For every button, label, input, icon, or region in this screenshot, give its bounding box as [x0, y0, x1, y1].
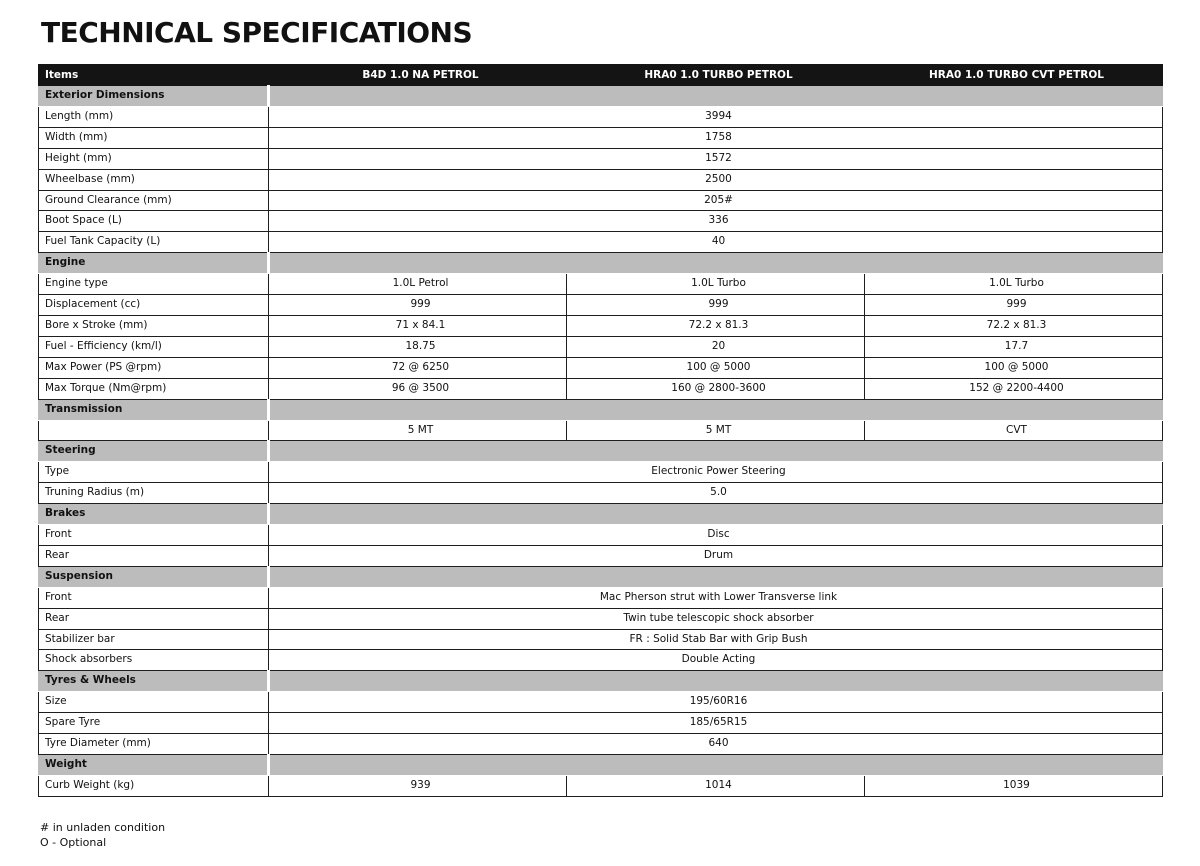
cell-value: 18.75: [269, 336, 567, 357]
section-title: Exterior Dimensions: [39, 86, 269, 107]
table-row: [39, 169, 1163, 190]
table-row: [39, 148, 1163, 169]
row-label: Spare Tyre: [39, 713, 269, 734]
section-title: Weight: [39, 755, 269, 776]
row-value: Mac Pherson strut with Lower Transverse link: [269, 587, 1163, 608]
row-value: 195/60R16: [269, 692, 1163, 713]
cell-value: 96 @ 3500: [269, 378, 567, 399]
footnotes: [40, 820, 165, 850]
row-value: 40: [269, 232, 1163, 253]
row-label: Shock absorbers: [39, 650, 269, 671]
cell-value: 152 @ 2200-4400: [865, 378, 1163, 399]
table-row: [39, 232, 1163, 253]
footnote-optional: O - Optional: [40, 836, 107, 849]
section-row: [39, 253, 1163, 274]
section-row: [39, 86, 1163, 107]
section-row: [39, 566, 1163, 587]
section-title: Transmission: [39, 399, 269, 420]
table-row: [39, 483, 1163, 504]
table-header-row: [39, 65, 1163, 86]
cell-value: CVT: [865, 420, 1163, 441]
row-label: Height (mm): [39, 148, 269, 169]
section-title: Brakes: [39, 504, 269, 525]
cell-value: 20: [567, 336, 865, 357]
table-row: [39, 462, 1163, 483]
table-row: [39, 692, 1163, 713]
row-label: Length (mm): [39, 106, 269, 127]
table-row: [39, 295, 1163, 316]
table-row: [39, 378, 1163, 399]
table-row: [39, 587, 1163, 608]
row-value: 336: [269, 211, 1163, 232]
cell-value: 999: [269, 295, 567, 316]
row-label: Rear: [39, 545, 269, 566]
footnote-unladen: # in unladen condition: [40, 821, 166, 834]
row-label: Bore x Stroke (mm): [39, 315, 269, 336]
cell-value: 72.2 x 81.3: [567, 315, 865, 336]
table-row: [39, 545, 1163, 566]
row-label: Fuel - Efficiency (km/l): [39, 336, 269, 357]
cell-value: 1.0L Petrol: [269, 274, 567, 295]
row-label: Front: [39, 525, 269, 546]
cell-value: 72.2 x 81.3: [865, 315, 1163, 336]
page-title: TECHNICAL SPECIFICATIONS: [41, 16, 473, 49]
cell-value: 999: [865, 295, 1163, 316]
row-value: 3994: [269, 106, 1163, 127]
cell-value: 71 x 84.1: [269, 315, 567, 336]
cell-value: 160 @ 2800-3600: [567, 378, 865, 399]
row-label: Wheelbase (mm): [39, 169, 269, 190]
table-row: [39, 629, 1163, 650]
row-label: Truning Radius (m): [39, 483, 269, 504]
row-label: Boot Space (L): [39, 211, 269, 232]
table-row: [39, 211, 1163, 232]
row-value: Electronic Power Steering: [269, 462, 1163, 483]
table-row: [39, 106, 1163, 127]
table-row: [39, 734, 1163, 755]
row-value: 2500: [269, 169, 1163, 190]
section-row: [39, 671, 1163, 692]
row-value: 1758: [269, 127, 1163, 148]
row-value: Double Acting: [269, 650, 1163, 671]
row-value: Disc: [269, 525, 1163, 546]
cell-value: 939: [269, 775, 567, 796]
row-label: Rear: [39, 608, 269, 629]
row-label: Ground Clearance (mm): [39, 190, 269, 211]
row-label: Engine type: [39, 274, 269, 295]
table-row: [39, 713, 1163, 734]
cell-value: 5 MT: [567, 420, 865, 441]
row-value: 205#: [269, 190, 1163, 211]
table-row: [39, 525, 1163, 546]
cell-value: 999: [567, 295, 865, 316]
table-row: [39, 608, 1163, 629]
table-row: [39, 357, 1163, 378]
section-title: Tyres & Wheels: [39, 671, 269, 692]
row-value: 185/65R15: [269, 713, 1163, 734]
cell-value: 1.0L Turbo: [865, 274, 1163, 295]
row-label: Size: [39, 692, 269, 713]
table-row: [39, 336, 1163, 357]
section-title: Steering: [39, 441, 269, 462]
row-label: Front: [39, 587, 269, 608]
row-value: FR : Solid Stab Bar with Grip Bush: [269, 629, 1163, 650]
row-label: Displacement (cc): [39, 295, 269, 316]
section-row: [39, 399, 1163, 420]
row-label: [39, 420, 269, 441]
table-row: [39, 274, 1163, 295]
table-row: [39, 775, 1163, 796]
row-label: Width (mm): [39, 127, 269, 148]
table-row: [39, 315, 1163, 336]
row-value: Drum: [269, 545, 1163, 566]
cell-value: 100 @ 5000: [865, 357, 1163, 378]
row-label: Fuel Tank Capacity (L): [39, 232, 269, 253]
cell-value: 5 MT: [269, 420, 567, 441]
header-variant-hra0-cvt: HRA0 1.0 TURBO CVT PETROL: [865, 65, 1163, 86]
header-variant-b4d: B4D 1.0 NA PETROL: [269, 65, 567, 86]
row-label: Type: [39, 462, 269, 483]
table-row: [39, 420, 1163, 441]
table-row: [39, 650, 1163, 671]
cell-value: 72 @ 6250: [269, 357, 567, 378]
table-row: [39, 190, 1163, 211]
row-label: Max Torque (Nm@rpm): [39, 378, 269, 399]
cell-value: 1039: [865, 775, 1163, 796]
row-value: 1572: [269, 148, 1163, 169]
section-title: Engine: [39, 253, 269, 274]
row-value: Twin tube telescopic shock absorber: [269, 608, 1163, 629]
table-row: [39, 127, 1163, 148]
header-items: Items: [39, 65, 269, 86]
row-value: 5.0: [269, 483, 1163, 504]
header-variant-hra0-turbo: HRA0 1.0 TURBO PETROL: [567, 65, 865, 86]
section-row: [39, 755, 1163, 776]
row-label: Curb Weight (kg): [39, 775, 269, 796]
section-row: [39, 504, 1163, 525]
cell-value: 1.0L Turbo: [567, 274, 865, 295]
spec-table: [38, 64, 1163, 797]
row-label: Tyre Diameter (mm): [39, 734, 269, 755]
row-value: 640: [269, 734, 1163, 755]
section-title: Suspension: [39, 566, 269, 587]
row-label: Stabilizer bar: [39, 629, 269, 650]
section-row: [39, 441, 1163, 462]
cell-value: 100 @ 5000: [567, 357, 865, 378]
cell-value: 1014: [567, 775, 865, 796]
cell-value: 17.7: [865, 336, 1163, 357]
row-label: Max Power (PS @rpm): [39, 357, 269, 378]
